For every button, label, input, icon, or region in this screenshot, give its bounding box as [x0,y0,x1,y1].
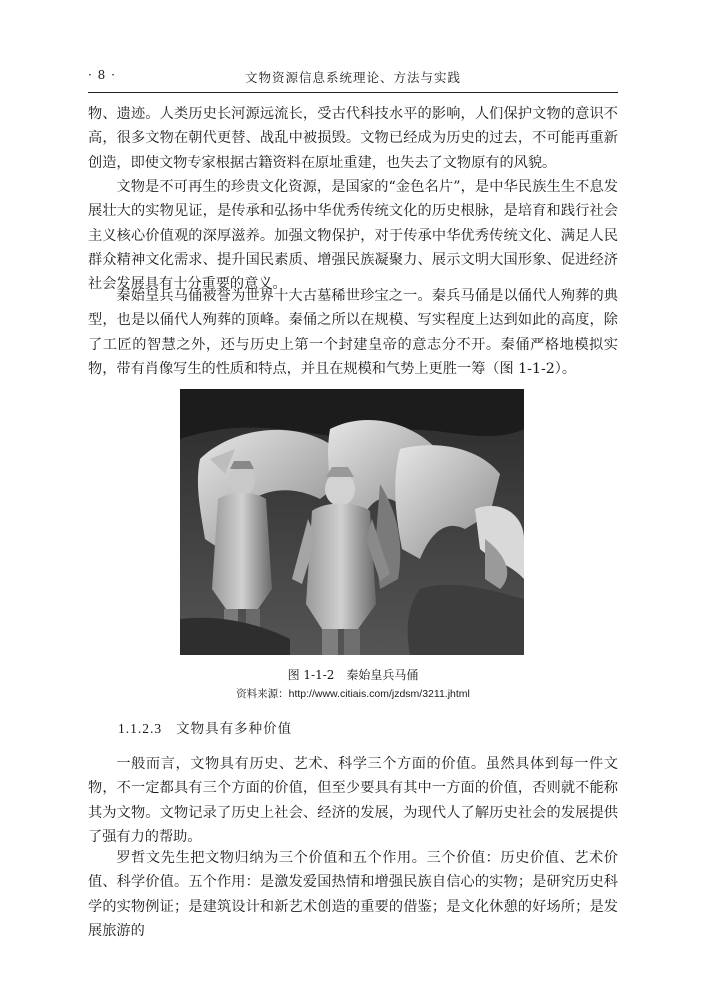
paragraph-5: 罗哲文先生把文物归纳为三个价值和五个作用。三个价值：历史价值、艺术价值、科学价值。五个作用：是激发爱国热情和增强民族自信心的实物；是研究历史科学的实物例证；是建筑设计和新艺术创造的重要的借鉴；是文化休憩的好场所；是发展旅游的 [88,850,618,939]
section-title: 文物具有多种价值 [176,721,293,737]
page-number: · 8 · [88,68,116,82]
paragraph-4: 一般而言，文物具有历史、艺术、科学三个方面的价值。虽然具体到每一件文物，不一定都具有三个方面的价值，但至少要具有其中一方面的价值，否则就不能称其为文物。文物记录了历史上社会、经济的发展，为现代人了解历史社会的发展提供了强有力的帮助。 [88,756,618,845]
photo-illustration [180,389,524,655]
paragraph-1: 物、遗迹。人类历史长河源远流长，受古代科技水平的影响，人们保护文物的意识不高，很多文物在朝代更替、战乱中被损毁。文物已经成为历史的过去，不可能再重新创造，即使文物专家根据古籍资料在原址重建，也失去了文物原有的风貌。 [88,106,618,171]
section-heading [118,717,292,737]
section-number: 1.1.2.3 [118,721,163,736]
page-header [88,66,618,93]
paragraph-3: 秦始皇兵马俑被誉为世界十大古墓稀世珍宝之一。秦兵马俑是以俑代人殉葬的典型，也是以俑代人殉葬的顶峰。秦俑之所以在规模、写实程度上达到如此的高度，除了工匠的智慧之外，还与历史上第一个封建皇帝的意志分不开。秦俑严格地模拟实物，带有肖像写生的性质和特点，并且在规模和气势上更胜一筹（图 1-1-2）。 [88,288,618,377]
running-title: 文物资源信息系统理论、方法与实践 [244,70,461,85]
figure-caption: 图 1-1-2 秦始皇兵马俑 [287,668,419,682]
paragraph-2: 文物是不可再生的珍贵文化资源，是国家的“金色名片”，是中华民族生生不息发展壮大的实物见证，是传承和弘扬中华优秀传统文化的历史根脉，是培育和践行社会主义核心价值观的深厚滋养。加强文物保护，对于传承中华优秀传统文化、满足人民群众精神文化需求、提升国民素质、增强民族凝聚力、展示文明大国形象、促进经济社会发展具有十分重要的意义。 [88,179,618,293]
terracotta-warriors-photo [180,389,524,655]
figure-source: 资料来源：http://www.citiais.com/jzdsm/3211.jhtml [236,688,470,700]
